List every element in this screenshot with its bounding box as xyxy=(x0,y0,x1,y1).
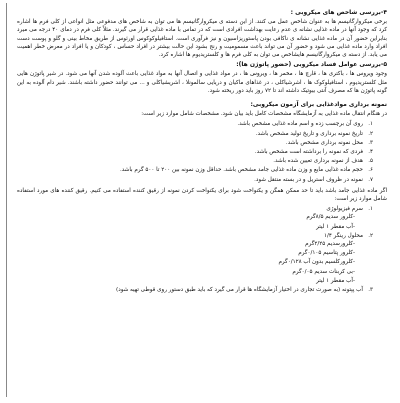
list-item-number: ۲. xyxy=(368,130,373,137)
list-item-number: ۳. xyxy=(368,287,373,294)
list-item xyxy=(17,130,373,138)
list-item-number: ۴. xyxy=(368,149,373,156)
sublist xyxy=(17,240,373,285)
document-page xyxy=(6,3,395,397)
sublist-item: -آب مقطر ۱ لیتر xyxy=(316,223,355,230)
list-item-text: محلول رینگر ۱/۴ xyxy=(324,232,363,239)
list-item-number: ۱. xyxy=(368,121,373,128)
sublist-item: -آب مقطر ۱ لیتر xyxy=(316,277,355,284)
list-item xyxy=(17,148,373,156)
list-item-number: ۱. xyxy=(368,206,373,213)
section-heading-spoilage-pathogens: ۵-بررسی عوامل فساد میکروبی (حضور پاتوژن ها): xyxy=(236,61,387,69)
list-item xyxy=(17,139,373,147)
sampling-requirements-list xyxy=(17,120,387,183)
paragraph-diluents-intro: اگر ماده غذایی جامد باشد باید تا حد ممکن همگن و یکنواخت شود برای یکنواخت کردن نمونه از رقیق کننده استفاده می کنیم. رقیق کننده های مورد استفاده شامل موارد زیر است: xyxy=(17,187,387,203)
paragraph-sampling-intro: در هنگام انتقال ماده غذایی به آزمایشگاه مشخصات کامل باید بیان شود. مشخصات شامل موارد زیر است: xyxy=(141,111,387,118)
list-item-text: سرم فیزیولوژی xyxy=(326,206,363,213)
list-item-text: محل نمونه برداری مشخص باشد. xyxy=(285,139,363,146)
list-item xyxy=(17,205,373,231)
diluents-list xyxy=(17,205,387,294)
list-item-number: ۵. xyxy=(368,158,373,165)
sublist-item: -کلرورکلسیم بدون آب ۰/۱۲۸گرم xyxy=(278,259,355,266)
list-item xyxy=(17,157,373,165)
sublist-item: -کلرورسدیم ۲/۲۵گرم xyxy=(305,241,355,248)
list-item-number: ۳. xyxy=(368,139,373,146)
list-item-text: هدف از نمونه برداری تعیین شده باشد. xyxy=(273,158,363,165)
list-item xyxy=(17,166,373,174)
list-item-text: حجم ماده غذایی مایع و وزن ماده غذایی جامد مشخص باشد. حداقل وزن نمونه بین ۲۰۰ تا ۵۰۰ گرم باشد. xyxy=(119,167,363,174)
list-item-text: فردی که نمونه را برداشته است مشخص باشد. xyxy=(254,149,363,156)
list-item-number: ۲. xyxy=(368,232,373,239)
section-heading-microbial-indicators: ۴-بررسی شاخص های میکروبی : xyxy=(290,9,387,16)
sublist-item: -بی کربنات سدیم ۰/۰۵گرم xyxy=(292,268,355,275)
section-heading-sampling: نمونه برداری موادغذایی برای آزمون میکروبی: xyxy=(250,101,387,109)
list-item xyxy=(17,120,373,128)
document-content xyxy=(7,3,395,294)
list-item-text: نمونه در ظروف استریل و در بسته منتقل شود. xyxy=(254,176,363,183)
list-item-text: روی آن برچسب زده و اسم ماده غذایی مشخص باشد. xyxy=(237,121,363,128)
list-item-text: تاریخ نمونه برداری و تاریخ تولید مشخص باشد. xyxy=(255,130,363,137)
paragraph-microbial-indicators: برخی میکروارگانیسم ها به عنوان شاخص عمل می کنند. از این دسته ی میکروارگانیسم ها می توان به شاخص های مدفوعی مثل انواعی از کلی فرم ها اشاره کرد که وجود آنها در ماده غذایی نشانه ی عدم رعایت بهداشت افرادی است که در تماس با ماده غذایی قرار می گیرند. مثلاً کلی فرم در دمای ۴۰ درجه می میرد بنابراین حضور آن در ماده غذایی نشانه ی ناکافی بودن پاستوریزاسیون و نیز فرآوری است. استافیلوکوکوس اورئوس از طریق مخاط بینی و گلو و پوست دست افراد وارد ماده غذایی می شود و حضور آن می تواند باعث مسمومیت و رنج بشود این حالت بیشتر در افراد حساس ، کودکان و یا افراد در معرض خطر اهمیت می یابد. از دسته ی میکروارگانیسم هایشاخص می توان به کلی فرم ها و کلستریدیوم ها اشاره کرد. xyxy=(17,19,388,59)
list-item xyxy=(17,176,373,184)
list-item xyxy=(17,232,373,285)
paragraph-spoilage-pathogens: وجود ویروس ها ، باکتری ها ، قارچ ها ، مخمر ها ، ویروس ها ، در مواد غذایی و اتصال آنها به مواد غذایی باعث آلوده شدن آنها می شود. در شیر پاتوژن هایی مثل کلستریدیوم ، استافیلوکوک ها ، اشرشیاکلی ، در غذاهای ماکیان و دریایی سالمونلا ، اشریشیاکلی و ... می توانند حضور داشته باشند. شیر دام آلوده به این گونه پاتوژن ها که مصرف آنتی بیوتیک داشته اند تا ۷۲ روز باید دور ریخته شود. xyxy=(17,71,387,94)
sublist xyxy=(17,213,373,230)
list-item-number: ۷. xyxy=(368,176,373,183)
list-item-text: آب پپتونه (به صورت تجاری در اختیار آزمایشگاه ها قرار می گیرد که باید طبق دستور روی قوطی تهیه شود) xyxy=(116,287,363,294)
list-item-number: ۶. xyxy=(368,167,373,174)
sublist-item: -کلرور سدیم ۸/۵گرم xyxy=(306,214,355,221)
list-item xyxy=(17,286,373,294)
sublist-item: -کلرور پتاسیم ۰/۱۰۵گرم xyxy=(298,250,355,257)
